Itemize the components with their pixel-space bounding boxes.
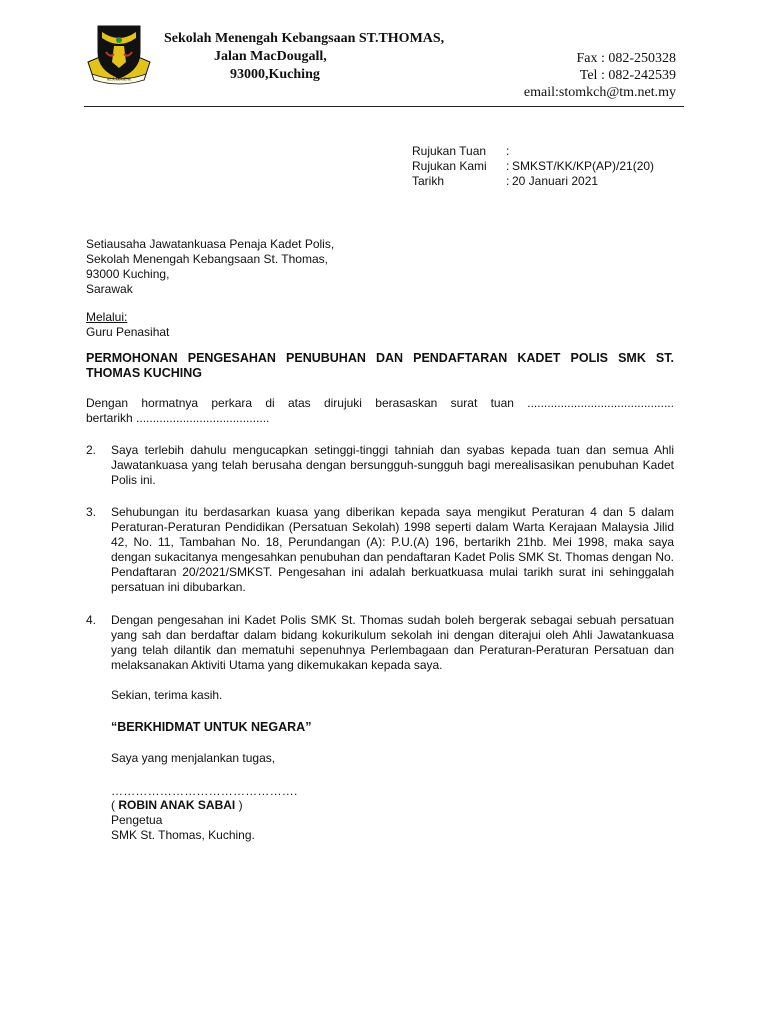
reference-value: SMKST/KK/KP(AP)/21(20)	[512, 159, 655, 173]
numbered-paragraph	[86, 443, 674, 488]
signer-name-line	[111, 798, 243, 813]
header-divider	[84, 106, 684, 107]
paragraph-text: Dengan pengesahan ini Kadet Polis SMK St. Thomas sudah boleh bergerak sebagai sebuah persatuan yang sah dan berdaftar dalam bidang kokurikulum sekolah ini dengan diterajui oleh Ahli Jawatankuasa yang telah dilantik dan mematuhi sepenuhnya Perlembagaan dan Peraturan-Peraturan Persatuan dan melaksanakan Aktiviti Utama yang dikemukakan kepada saya.	[111, 613, 674, 672]
reference-separator: :	[506, 174, 510, 188]
reference-row	[412, 144, 654, 159]
telephone-number: Tel : 082-242539	[579, 68, 676, 83]
paragraph-number: 2.	[86, 443, 97, 457]
school-address-block	[164, 30, 444, 84]
reference-value: 20 Januari 2021	[512, 174, 599, 188]
signature-line: ……………………………………….	[111, 784, 298, 798]
fax-number: Fax : 082-250328	[576, 51, 676, 66]
paragraph-text: Sehubungan itu berdasarkan kuasa yang diberikan kepada saya mengikut Peraturan 4 dan 5 dalam Peraturan-Peraturan Pendidikan (Persatuan Sekolah) 1998 seperti dalam Warta Kerajaan Malaysia Jilid 42, No. 11, Tambahan No. 18, Perundangan (A): P.U.(A) 196, bertarikh 21hb. Mei 1998, maka saya dengan sukacitanya mengesahkan penubuhan dan pendaftaran Kadet Polis SMK St. Thomas dengan No. Pendaftaran 20/2021/SMKST. Pengesahan ini adalah berkuatkuasa mulai tarikh surat ini sehinggalah persatuan ini dibubarkan.	[111, 505, 674, 594]
school-name: Sekolah Menengah Kebangsaan ST.THOMAS,	[164, 31, 445, 46]
signer-school: SMK St. Thomas, Kuching.	[111, 828, 255, 842]
school-address-line-1: Jalan MacDougall,	[214, 49, 327, 64]
recipient-line: Sarawak	[86, 282, 133, 296]
reference-row	[412, 174, 654, 189]
numbered-paragraph	[86, 613, 674, 673]
reference-separator: :	[506, 159, 510, 173]
via-block	[86, 310, 169, 340]
intro-word: Dengan	[86, 396, 129, 410]
numbered-paragraph	[86, 505, 674, 595]
recipient-line: 93000 Kuching,	[86, 267, 170, 281]
intro-word: atas	[287, 396, 311, 410]
school-crest-logo	[84, 22, 154, 86]
intro-word: berasaskan	[375, 396, 438, 410]
crest-motto-text: ALA EUGENE	[106, 76, 132, 82]
recipient-address	[86, 237, 334, 297]
paragraph-number: 4.	[86, 613, 97, 627]
intro-word: perkara	[211, 396, 253, 410]
letter-subject: PERMOHONAN PENGESAHAN PENUBUHAN DAN PENDAFTARAN KADET POLIS SMK ST. THOMAS KUCHING	[86, 351, 674, 380]
intro-word: tuan	[490, 396, 514, 410]
reference-block	[412, 144, 654, 189]
signer-name: ROBIN ANAK SABAI	[118, 798, 236, 812]
school-address-line-2: 93000,Kuching	[230, 67, 320, 82]
email-address: email:stomkch@tm.net.my	[523, 85, 676, 100]
via-name: Guru Penasihat	[86, 325, 170, 339]
signer-position: Pengetua	[111, 813, 163, 827]
recipient-line: Setiausaha Jawatankuasa Penaja Kadet Polis,	[86, 237, 335, 251]
reference-label: Rujukan Tuan	[412, 144, 487, 158]
reference-label: Tarikh	[412, 174, 445, 188]
signer-paren-close: )	[235, 798, 243, 812]
closing-thanks: Sekian, terima kasih.	[111, 688, 223, 702]
reference-row	[412, 159, 654, 174]
via-label: Melalui:	[86, 310, 128, 324]
signer-paren-open: (	[111, 798, 119, 812]
intro-word: hormatnya	[141, 396, 199, 410]
duty-text: Saya yang menjalankan tugas,	[111, 751, 276, 765]
intro-line-2: bertarikh ........................................	[86, 411, 270, 425]
paragraph-number: 3.	[86, 505, 97, 519]
contact-block	[500, 50, 676, 101]
intro-word: dirujuki	[323, 396, 362, 410]
intro-word: di	[265, 396, 275, 410]
recipient-line: Sekolah Menengah Kebangsaan St. Thomas,	[86, 252, 328, 266]
intro-word: ............................................	[527, 396, 674, 410]
reference-label: Rujukan Kami	[412, 159, 487, 173]
paragraph-text: Saya terlebih dahulu mengucapkan setinggi-tinggi tahniah dan syabas kepada tuan dan semua Ahli Jawatankuasa yang telah berusaha dengan bersungguh-sungguh bagi merealisasikan penubuhan Kadet Polis ini.	[111, 443, 674, 487]
intro-word: surat	[450, 396, 478, 410]
reference-separator: :	[506, 144, 510, 158]
motto-text: “BERKHIDMAT UNTUK NEGARA”	[111, 720, 312, 734]
intro-line-1	[86, 396, 674, 411]
intro-paragraph	[86, 396, 674, 426]
